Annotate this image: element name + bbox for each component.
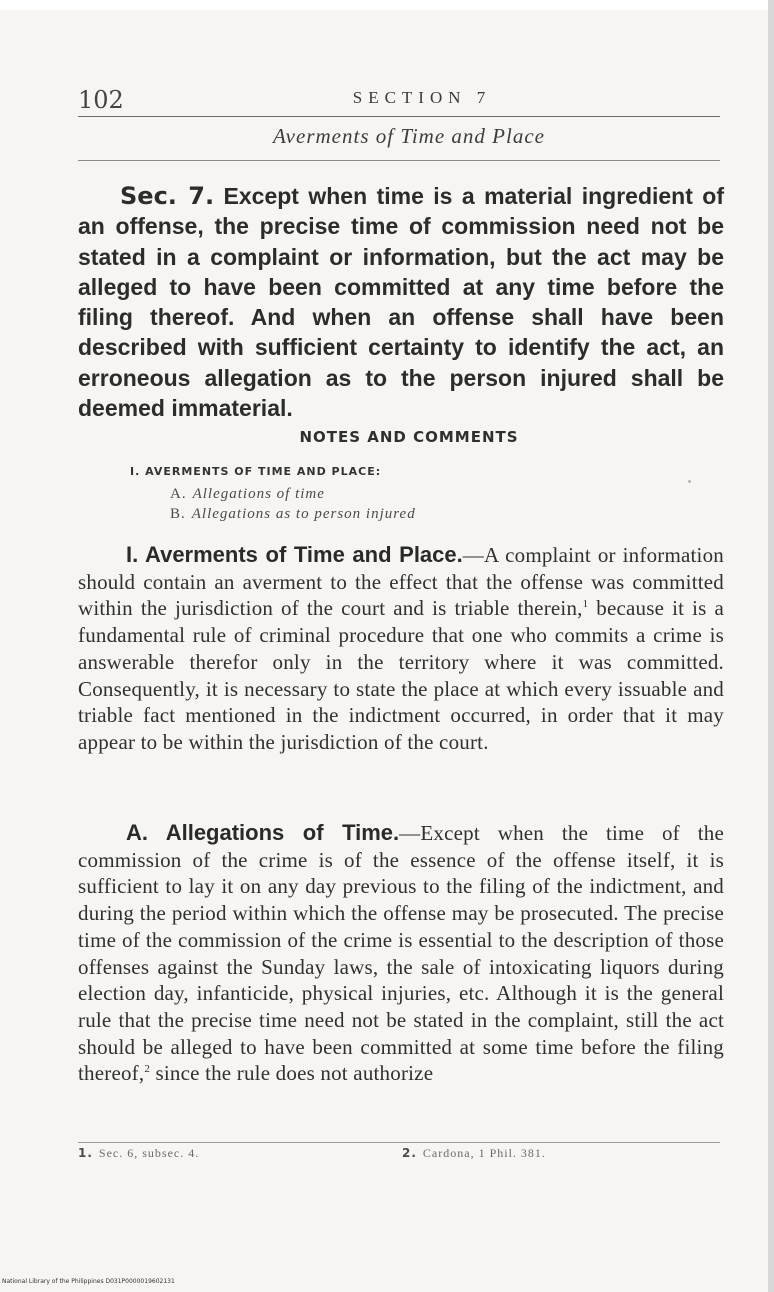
page-number: 102 — [78, 86, 124, 114]
page-top-edge — [0, 0, 774, 10]
footnote-text: Cardona, 1 Phil. 381. — [422, 1146, 546, 1160]
outline-item-letter: A. — [170, 486, 187, 502]
outline-item-letter: B. — [170, 506, 186, 522]
footnote-ref: 1 — [582, 598, 589, 611]
footnote — [78, 1146, 199, 1161]
footnote-text: Sec. 6, subsec. 4. — [98, 1146, 200, 1160]
paragraph-heading: I. Averments of Time and Place. — [126, 542, 463, 567]
footnote-number: 2. — [402, 1146, 417, 1160]
footnote-rule — [78, 1142, 720, 1143]
scan-edge-strip — [768, 0, 774, 1292]
notes-outline — [130, 460, 690, 524]
paragraph-allegations-of-time — [78, 820, 724, 1087]
paragraph-text: —A complaint or information should contain an averment to the effect that the offense was committed within the jurisdiction of the court and is triable therein, — [78, 543, 724, 621]
running-header — [78, 86, 720, 118]
outline-item — [130, 504, 690, 524]
section-label: SECTION 7 — [352, 88, 492, 107]
footnote — [402, 1146, 546, 1161]
paragraph-text: since the rule does not authorize — [150, 1061, 434, 1086]
scan-credit: National Library of the Philippines D031P0000019602131 — [2, 1278, 175, 1285]
print-speck — [688, 480, 691, 483]
paragraph-text: because it is a fundamental rule of criminal procedure that one who commits a crime is answerable therefor only in the territory where it was committed. Consequently, it is necessary to state the place at which every issuable and triable fact mentioned in the indictment occurred, in order that it may appear to be within the jurisdiction of the court. — [78, 596, 724, 754]
subtitle-rule — [78, 160, 720, 161]
outline-item-text: Allegations as to person injured — [191, 506, 416, 522]
notes-heading: NOTES AND COMMENTS — [299, 428, 519, 446]
section-number: Sec. 7. — [120, 182, 215, 210]
header-rule — [78, 116, 720, 117]
rule-text-block — [78, 181, 724, 423]
footnote-number: 1. — [78, 1146, 93, 1160]
rule-text: Except when time is a material ingredient of an offense, the precise time of commission need not be stated in a complaint or information, but the act may be alleged to have been committed at any time before the filing thereof. And when an offense shall have been described with sufficient certainty to identify the act, an erroneous allegation as to the person injured shall be deemed immaterial. — [78, 183, 725, 422]
paragraph-heading: A. Allegations of Time. — [126, 820, 400, 845]
outline-item — [130, 484, 690, 504]
outline-heading: I. AVERMENTS OF TIME AND PLACE: — [130, 465, 382, 478]
footnotes — [78, 1146, 720, 1166]
paragraph-averments — [78, 542, 724, 756]
page-subtitle: Averments of Time and Place — [273, 124, 545, 148]
footnote-ref: 2 — [144, 1063, 151, 1076]
outline-item-text: Allegations of time — [192, 486, 325, 502]
paragraph-text: —Except when the time of the commission of the crime is of the essence of the offense itself, it is sufficient to lay it on any day previous to the filing of the indictment, and during the period within which the offense may be prosecuted. The precise time of the commission of the crime is essential to the description of those offenses against the Sunday laws, the sale of intoxicating liquors during election day, infanticide, physical injuries, etc. Although it is the general rule that the precise time need not be stated in the complaint, still the act should be alleged to have been committed at some time before the filing thereof, — [78, 821, 724, 1086]
